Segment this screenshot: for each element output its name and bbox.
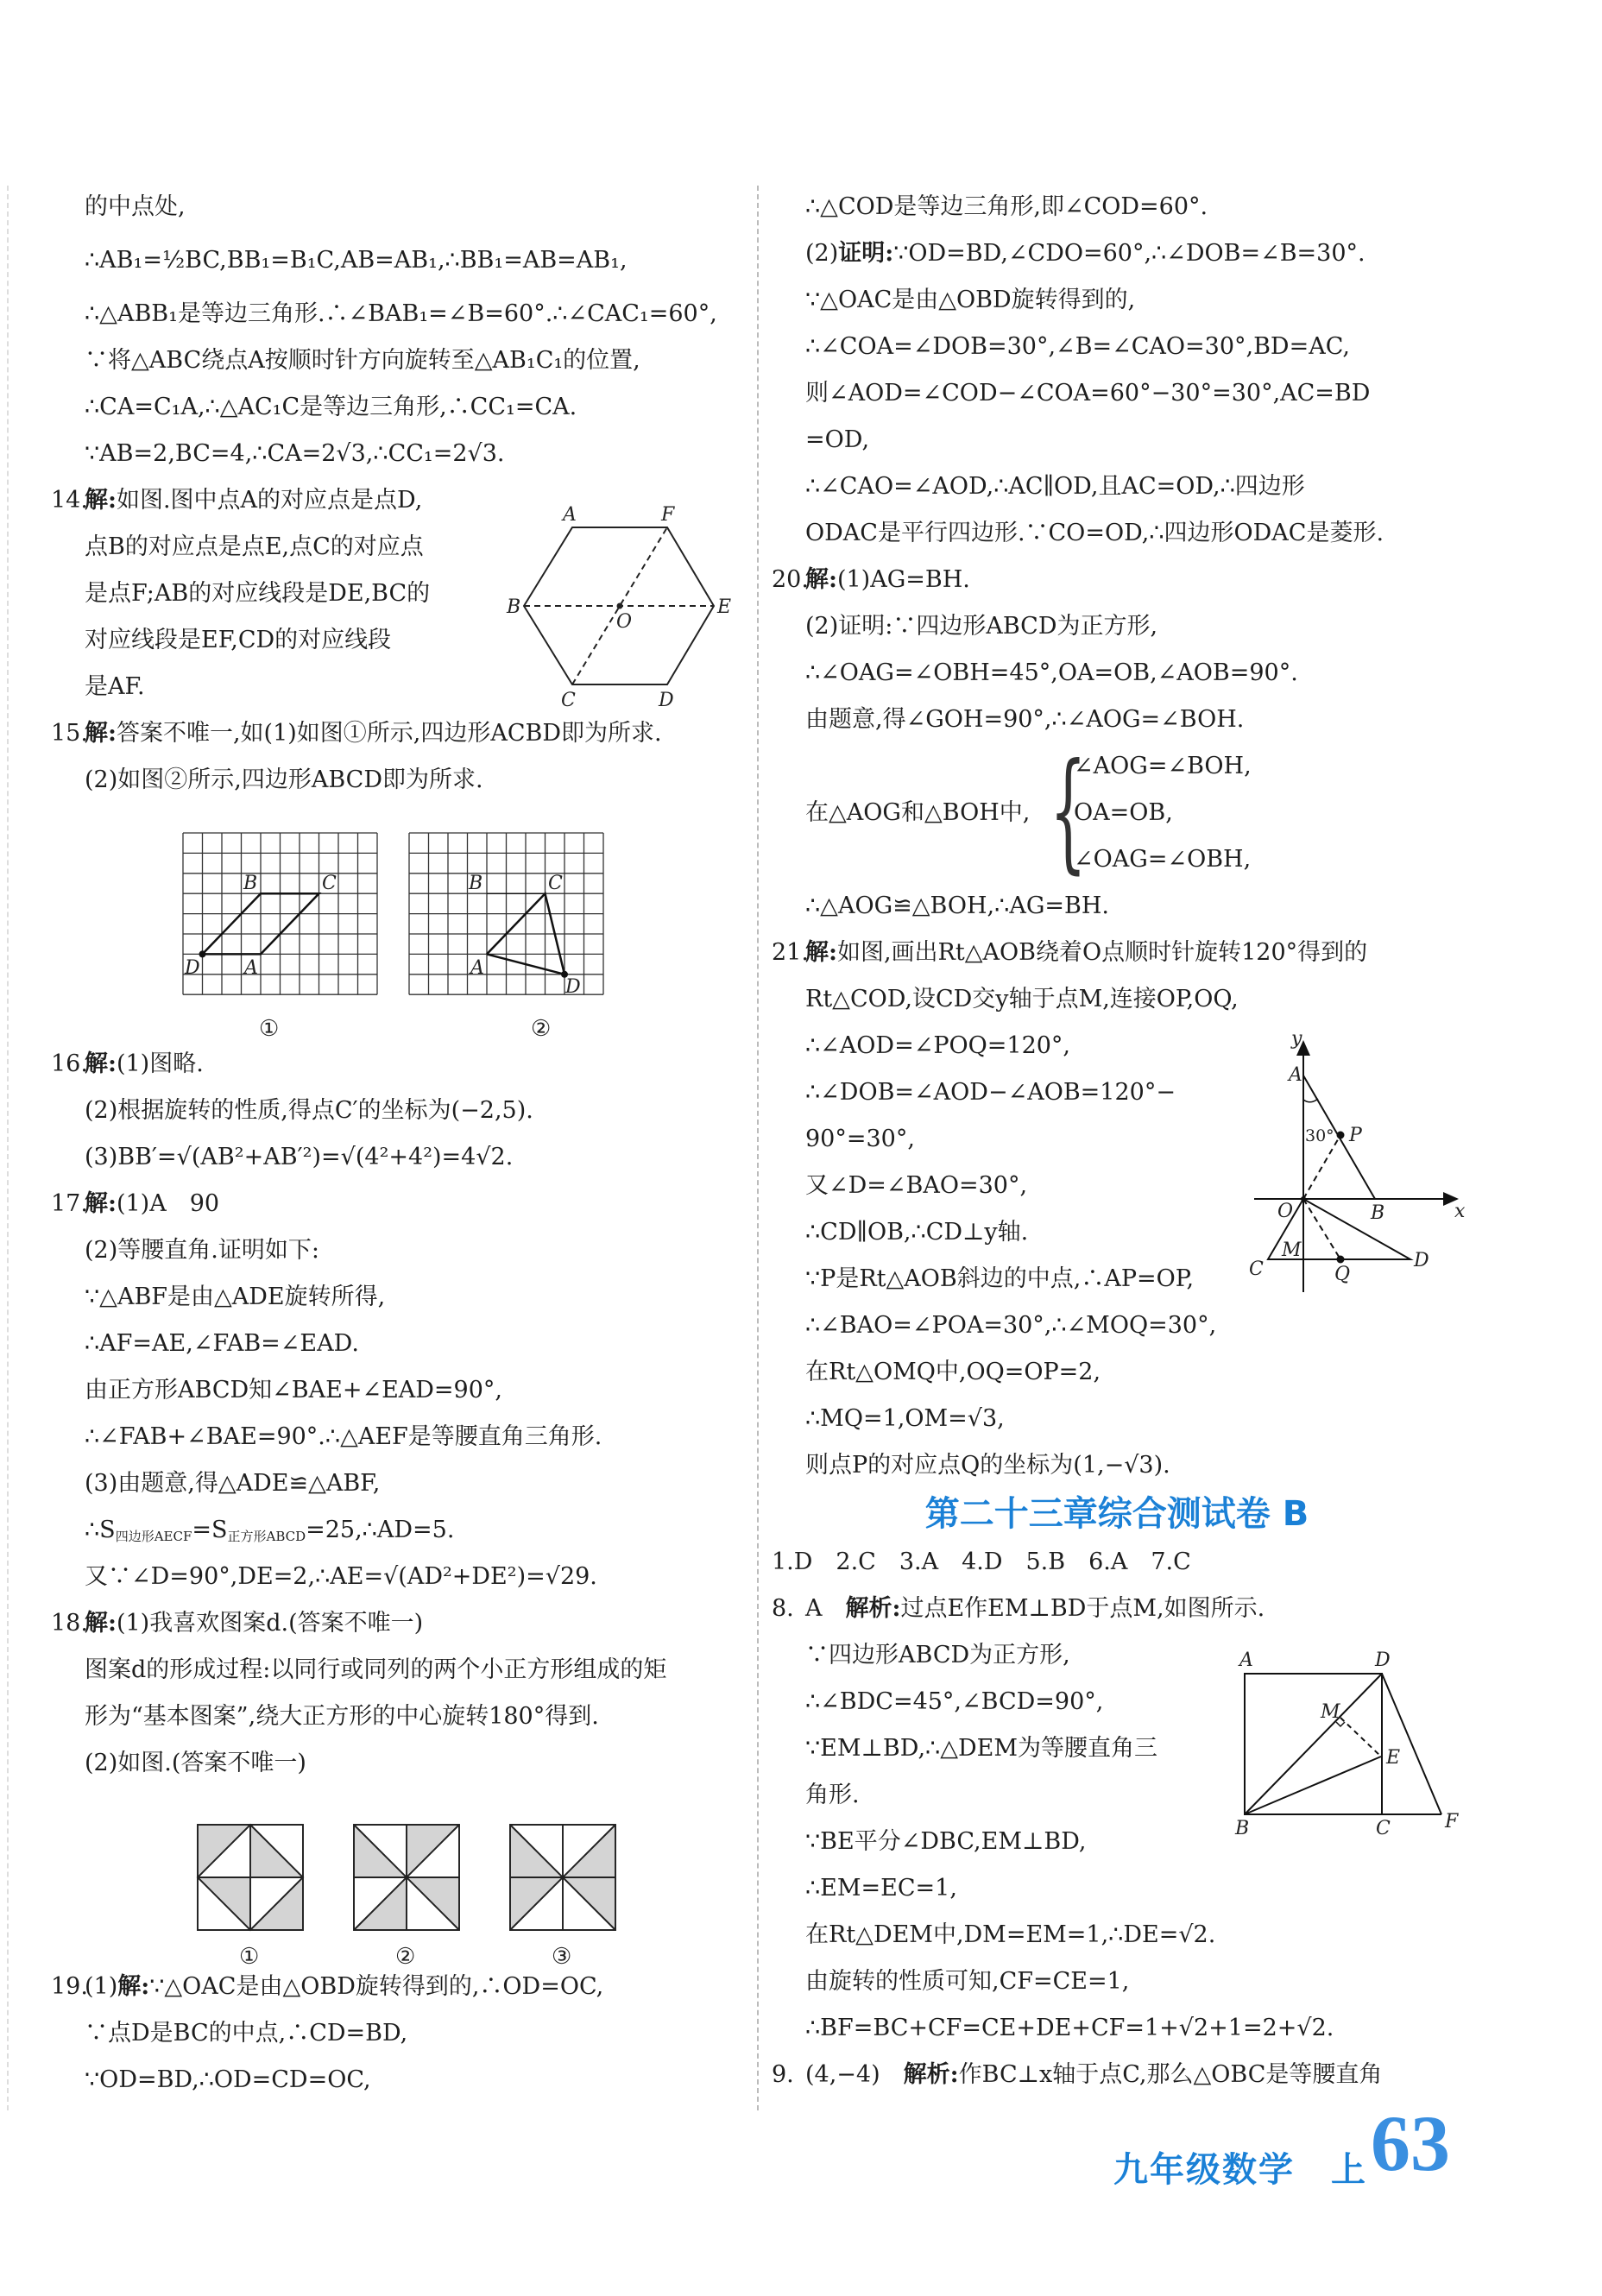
text-segment: ∴∠DOB=∠AOD−∠AOB=120°− [805, 1079, 1176, 1106]
text-segment: ∵OD=BD,∠CDO=60°,∴∠DOB=∠B=30°. [893, 240, 1365, 267]
column-divider [757, 186, 759, 2110]
text-line [772, 417, 1462, 464]
text-line [772, 1865, 1462, 1912]
text-line [51, 184, 733, 230]
text-segment: 是AF. [85, 673, 145, 700]
label-d: D [1414, 1250, 1429, 1271]
text-line [772, 370, 1462, 417]
pattern-3 [510, 1825, 615, 1930]
grid-figures [173, 820, 621, 1049]
question-number: 15. [51, 720, 88, 747]
text-line [772, 1349, 1462, 1396]
solution-label: 解析: [845, 1595, 901, 1622]
text-line [51, 1600, 733, 1647]
system-lead: 在△AOG和△BOH中, [805, 799, 1031, 826]
sq-label-b: B [1235, 1818, 1250, 1839]
text-segment: ∵△OAC是由△OBD旋转得到的, [805, 287, 1136, 313]
text-segment: ∴∠FAB+∠BAE=90°.∴△AEF是等腰直角三角形. [85, 1423, 602, 1450]
question-number: 20. [772, 566, 809, 593]
text-line [772, 2005, 1462, 2052]
solution-label: 解析: [903, 2061, 959, 2088]
text-line [51, 1414, 733, 1460]
text-line [772, 1539, 1462, 1586]
text-line [772, 184, 1462, 230]
text-segment: (2)如图.(答案不唯一) [85, 1750, 306, 1776]
text-segment: Rt△COD,设CD交y轴于点M,连接OP,OQ, [805, 986, 1239, 1012]
text-segment: ∴AB₁=½BC,BB₁=B₁C,AB=AB₁,∴BB₁=AB=AB₁, [85, 247, 628, 274]
axis-label-x: x [1454, 1201, 1466, 1222]
text-segment: 答案不唯一,如(1)如图①所示,四边形ACBD即为所求. [116, 720, 662, 747]
grid-2 [409, 833, 603, 994]
text-segment: (2)根据旋转的性质,得点C′的坐标为(−2,5). [85, 1097, 533, 1124]
question-number: 21. [772, 939, 809, 966]
text-segment: ∴∠AOD=∠POQ=120°, [805, 1032, 1071, 1059]
text-line [51, 1554, 733, 1600]
question-number: 17. [51, 1190, 88, 1217]
text-line [51, 337, 733, 384]
text-line [772, 557, 1462, 603]
text-line [772, 2052, 1462, 2098]
solution-label: 解: [117, 1973, 150, 2000]
text-segment: A [805, 1595, 846, 1622]
text-line [51, 1367, 733, 1414]
grid-1 [183, 833, 377, 994]
text-line [51, 384, 733, 431]
text-segment: ∴S [85, 1517, 116, 1543]
label-p: P [1349, 1125, 1362, 1146]
label-m: M [1282, 1239, 1302, 1261]
text-segment: 的中点处, [85, 193, 186, 220]
text-segment: ∴EM=EC=1, [805, 1875, 957, 1902]
text-segment: =OD, [805, 426, 870, 453]
sq-label-m: M [1321, 1701, 1340, 1723]
text-segment: ∴△COD是等边三角形,即∠COD=60°. [805, 193, 1208, 220]
text-segment: ∴∠BAO=∠POA=30°,∴∠MOQ=30°, [805, 1312, 1217, 1339]
text-line [772, 650, 1462, 697]
text-segment: 形为“基本图案”,绕大正方形的中心旋转180°得到. [85, 1703, 599, 1730]
label-c: C [1249, 1258, 1264, 1280]
text-segment: ∴∠OAG=∠OBH=45°,OA=OB,∠AOB=90°. [805, 659, 1298, 686]
book-title: 九年级数学 上 [1113, 2150, 1367, 2190]
text-line [772, 1912, 1462, 1959]
text-line [772, 1586, 1462, 1632]
solution-label: 解: [805, 566, 837, 593]
grid1-label-a: A [244, 957, 258, 979]
text-segment: (1)A 90 [116, 1190, 220, 1217]
text-line [51, 1227, 733, 1274]
hex-label-b: B [507, 596, 521, 618]
text-segment: (4,−4) [805, 2061, 904, 2088]
system-row: OA=OB, [1074, 799, 1173, 826]
text-segment: 在Rt△OMQ中,OQ=OP=2, [805, 1359, 1101, 1385]
text-segment: ∵△OAC是由△OBD旋转得到的,∴OD=OC, [149, 1973, 604, 2000]
solution-label: 解: [85, 1050, 117, 1077]
hex-label-c: C [561, 690, 576, 711]
text-segment: (3)由题意,得△ADE≌△ABF, [85, 1470, 381, 1497]
hex-label-o: O [616, 611, 633, 633]
sq-label-e: E [1386, 1747, 1401, 1769]
solution-label: 解: [85, 1190, 117, 1217]
sq-label-d: D [1375, 1649, 1391, 1671]
text-segment: =S [192, 1517, 228, 1543]
page-number: 63 [1371, 2099, 1450, 2187]
text-segment: 则∠AOD=∠COD−∠COA=60°−30°=30°,AC=BD [805, 380, 1371, 407]
brace-icon: { [1050, 736, 1087, 886]
text-segment: 四边形AECF [115, 1529, 192, 1544]
text-segment: 作BC⊥x轴于点C,那么△OBC是等腰直角 [958, 2061, 1383, 2088]
grid1-label-b: B [243, 873, 258, 894]
figure-label-1: ① [259, 1016, 280, 1042]
text-line [772, 930, 1462, 976]
label-a: A [1289, 1064, 1302, 1086]
equation-system [772, 736, 1462, 886]
text-line [51, 1740, 733, 1787]
text-line [51, 1460, 733, 1507]
text-segment: 又∠D=∠BAO=30°, [805, 1172, 1028, 1199]
text-segment: (1)我喜欢图案d.(答案不唯一) [116, 1610, 424, 1637]
text-line [51, 1321, 733, 1367]
hex-label-a: A [563, 504, 577, 526]
text-segment: ∵EM⊥BD,∴△DEM为等腰直角三 [805, 1735, 1157, 1762]
text-line [772, 277, 1462, 324]
sq-label-f: F [1445, 1811, 1459, 1832]
text-segment: ∴CA=C₁A,∴△AC₁C是等边三角形,∴CC₁=CA. [85, 394, 577, 420]
text-line [51, 1088, 733, 1134]
text-line [772, 464, 1462, 510]
text-line [51, 1507, 733, 1554]
system-row: ∠AOG=∠BOH, [1074, 753, 1252, 779]
text-line [51, 1181, 733, 1227]
text-segment: (2)等腰直角.证明如下: [85, 1237, 319, 1264]
text-segment: ∴BF=BC+CF=CE+DE+CF=1+√2+1=2+√2. [805, 2015, 1334, 2041]
label-b: B [1371, 1202, 1385, 1224]
solution-label: 解: [85, 487, 117, 514]
text-line [51, 2010, 733, 2057]
text-line [772, 697, 1462, 743]
text-segment: ∵点D是BC的中点,∴CD=BD, [85, 2020, 408, 2047]
text-segment: ∴CD∥OB,∴CD⊥y轴. [805, 1219, 1029, 1246]
text-line [772, 230, 1462, 277]
text-line [772, 1442, 1462, 1489]
pattern-label-1: ① [239, 1944, 260, 1970]
text-segment: ∵P是Rt△AOB斜边的中点,∴AP=OP, [805, 1265, 1195, 1292]
text-segment: 如图.图中点A的对应点是点D, [116, 487, 423, 514]
sq-label-c: C [1376, 1818, 1391, 1839]
text-line [772, 324, 1462, 370]
section-heading: 第二十三章综合测试卷 B [924, 1494, 1309, 1534]
square-figure [1217, 1631, 1476, 1839]
text-segment: 在Rt△DEM中,DM=EM=1,∴DE=√2. [805, 1921, 1216, 1948]
text-line [51, 1134, 733, 1181]
text-segment: ∴MQ=1,OM=√3, [805, 1405, 1005, 1432]
text-segment: 如图,画出Rt△AOB绕着O点顺时针旋转120°得到的 [836, 939, 1368, 966]
question-number: 8. [772, 1595, 794, 1622]
text-segment: 对应线段是EF,CD的对应线段 [85, 627, 392, 653]
text-line [51, 1694, 733, 1740]
grid1-label-d: D [185, 957, 200, 979]
text-line [772, 510, 1462, 557]
text-segment: 90°=30°, [805, 1126, 915, 1152]
text-segment: (2)如图②所示,四边形ABCD即为所求. [85, 766, 483, 793]
text-line [772, 1303, 1462, 1349]
coordinate-figure [1234, 1019, 1467, 1295]
text-segment: ∵AB=2,BC=4,∴CA=2√3,∴CC₁=2√3. [85, 440, 505, 467]
text-segment: (1)图略. [116, 1050, 204, 1077]
hex-label-d: D [659, 690, 674, 711]
question-number: 16. [51, 1050, 88, 1077]
text-line [51, 1647, 733, 1694]
text-line [51, 2057, 733, 2104]
solution-label: 解: [85, 1610, 117, 1637]
text-segment: ∵将△ABC绕点A按顺时针方向旋转至△AB₁C₁的位置, [85, 347, 640, 374]
question-number: 18. [51, 1610, 88, 1637]
axis-label-y: y [1291, 1028, 1302, 1050]
solution-label: 解: [85, 720, 117, 747]
grid2-label-c: C [548, 873, 563, 894]
solution-label: 解: [805, 939, 837, 966]
text-segment: ∴△ABB₁是等边三角形.∴∠BAB₁=∠B=60°.∴∠CAC₁=60°, [85, 300, 717, 327]
text-segment: ∵OD=BD,∴OD=CD=OC, [85, 2066, 371, 2093]
text-segment: =25,∴AD=5. [306, 1517, 455, 1543]
text-line [772, 883, 1462, 930]
text-segment: ∴AF=AE,∠FAB=∠EAD. [85, 1330, 359, 1357]
text-segment: (1)AG=BH. [836, 566, 970, 593]
text-segment: 点B的对应点是点E,点C的对应点 [85, 533, 424, 560]
text-segment: (2)证明:∵四边形ABCD为正方形, [805, 613, 1158, 640]
hex-label-f: F [661, 504, 675, 526]
text-line [772, 1959, 1462, 2005]
text-segment: (2) [805, 240, 839, 267]
text-segment: 是点F;AB的对应线段是DE,BC的 [85, 580, 431, 607]
figure-label-2: ② [531, 1016, 552, 1042]
text-segment: 由题意,得∠GOH=90°,∴∠AOG=∠BOH. [805, 706, 1245, 733]
label-o: O [1277, 1201, 1294, 1222]
pattern-label-3: ③ [552, 1944, 572, 1970]
text-line [51, 1274, 733, 1321]
text-segment: ∴△AOG≌△BOH,∴AG=BH. [805, 893, 1109, 919]
page-edge-dashes [7, 186, 9, 2110]
text-segment: (3)BB′=√(AB²+AB′²)=√(4²+4²)=4√2. [85, 1144, 514, 1170]
pattern-label-2: ② [395, 1944, 416, 1970]
pattern-2 [354, 1825, 459, 1930]
hex-label-e: E [717, 596, 732, 618]
text-line [772, 976, 1462, 1023]
text-segment: ∵四边形ABCD为正方形, [805, 1642, 1070, 1668]
solution-label: 证明: [838, 240, 894, 267]
text-segment: 则点P的对应点Q的坐标为(1,−√3). [805, 1452, 1170, 1479]
text-segment: 由旋转的性质可知,CF=CE=1, [805, 1968, 1130, 1995]
question-number: 19. [51, 1973, 88, 2000]
grid2-label-b: B [469, 873, 483, 894]
grid1-label-c: C [322, 873, 337, 894]
text-segment: 1.D 2.C 3.A 4.D 5.B 6.A 7.C [772, 1549, 1191, 1575]
text-segment: ∴∠BDC=45°,∠BCD=90°, [805, 1688, 1104, 1715]
text-line [51, 230, 733, 291]
angle-label: 30° [1305, 1126, 1334, 1145]
text-segment: 角形. [805, 1782, 860, 1808]
question-number: 9. [772, 2061, 794, 2088]
grid2-label-a: A [470, 957, 484, 979]
text-segment: ∴∠CAO=∠AOD,∴AC∥OD,且AC=OD,∴四边形 [805, 473, 1305, 500]
text-line [51, 757, 733, 804]
text-segment: (1) [85, 1973, 118, 2000]
text-line [51, 710, 733, 757]
text-line [51, 431, 733, 477]
text-segment: 过点E作EM⊥BD于点M,如图所示. [900, 1595, 1265, 1622]
pattern-figures [190, 1813, 630, 1977]
text-line [772, 1396, 1462, 1442]
pattern-1 [198, 1825, 303, 1930]
text-line [772, 603, 1462, 650]
text-segment: ∴∠COA=∠DOB=30°,∠B=∠CAO=30°,BD=AC, [805, 333, 1350, 360]
hexagon-figure [505, 496, 738, 712]
text-segment: 又∵∠D=90°,DE=2,∴AE=√(AD²+DE²)=√29. [85, 1563, 597, 1590]
question-number: 14. [51, 487, 88, 514]
grid2-label-d: D [565, 976, 581, 998]
text-segment: ∵△ABF是由△ADE旋转所得, [85, 1284, 386, 1310]
system-row: ∠OAG=∠OBH, [1074, 846, 1252, 873]
text-segment: 由正方形ABCD知∠BAE+∠EAD=90°, [85, 1377, 502, 1403]
label-q: Q [1334, 1264, 1351, 1285]
text-segment: ODAC是平行四边形.∵CO=OD,∴四边形ODAC是菱形. [805, 520, 1384, 546]
text-line [51, 291, 733, 337]
text-segment: 正方形ABCD [227, 1529, 306, 1544]
text-segment: ∵BE平分∠DBC,EM⊥BD, [805, 1828, 1087, 1855]
text-segment: 图案d的形成过程:以同行或同列的两个小正方形组成的矩 [85, 1656, 667, 1683]
sq-label-a: A [1239, 1649, 1253, 1671]
